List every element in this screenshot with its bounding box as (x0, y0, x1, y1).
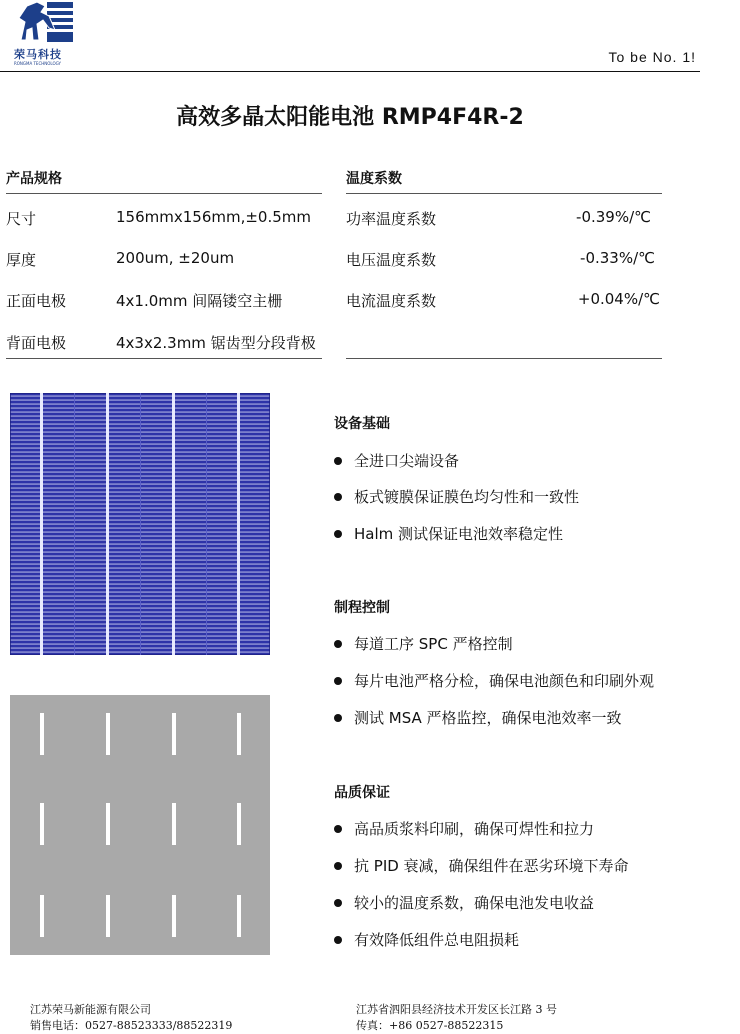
footer-company: 江苏荣马新能源有限公司 (30, 1003, 151, 1016)
footer-fax: 传真：+86 0527-88522315 (356, 1019, 504, 1032)
bullet-icon (334, 862, 342, 870)
header-divider (0, 71, 700, 72)
temperature-rule-bottom (346, 358, 662, 359)
temperature-label: 电流温度系数 (346, 292, 437, 310)
horse-logo-icon (15, 0, 75, 46)
cell-front-image (10, 393, 270, 655)
spec-value: 4x1.0mm 间隔镂空主栅 (116, 292, 283, 310)
feature-item: 每道工序 SPC 严格控制 (334, 633, 513, 654)
spec-value: 4x3x2.3mm 锯齿型分段背极 (116, 334, 316, 352)
feature-item: 每片电池严格分检，确保电池颜色和印刷外观 (334, 670, 654, 691)
specs-heading: 产品规格 (6, 171, 62, 187)
feature-heading-process: 制程控制 (334, 600, 390, 616)
footer-sales-phone: 销售电话：0527-88523333/88522319 (30, 1019, 233, 1032)
footer-address: 江苏省泗阳县经济技术开发区长江路 3 号 (356, 1003, 557, 1016)
feature-item: 全进口尖端设备 (334, 450, 459, 471)
feature-heading-quality: 品质保证 (334, 785, 390, 801)
specs-rule-bottom (6, 358, 322, 359)
logo-chinese-name: 荣马科技 (14, 48, 62, 61)
spec-label: 厚度 (6, 251, 37, 269)
bullet-icon (334, 936, 342, 944)
temperature-heading: 温度系数 (346, 171, 402, 187)
feature-item: 高品质浆料印刷，确保可焊性和拉力 (334, 818, 594, 839)
spec-label: 背面电极 (6, 334, 67, 352)
bullet-icon (334, 640, 342, 648)
temperature-value: -0.33%/℃ (580, 249, 655, 267)
temperature-value: +0.04%/℃ (577, 290, 660, 308)
temperature-label: 电压温度系数 (346, 251, 437, 269)
bullet-icon (334, 493, 342, 501)
feature-item: 抗 PID 衰减，确保组件在恶劣环境下寿命 (334, 855, 629, 876)
bullet-icon (334, 899, 342, 907)
slogan: To be No. 1! (608, 49, 696, 65)
temperature-value: -0.39%/℃ (576, 208, 651, 226)
cell-back-image (10, 695, 270, 955)
bullet-icon (334, 530, 342, 538)
feature-item: 有效降低组件总电阻损耗 (334, 929, 519, 950)
spec-label: 正面电极 (6, 292, 67, 310)
spec-label: 尺寸 (6, 210, 37, 228)
bullet-icon (334, 677, 342, 685)
spec-value: 200um, ±20um (116, 249, 235, 267)
feature-item: 测试 MSA 严格监控，确保电池效率一致 (334, 707, 622, 728)
temperature-label: 功率温度系数 (346, 210, 437, 228)
logo-english-name: RONGMA TECHNOLOGY (14, 61, 61, 66)
feature-item: Halm 测试保证电池效率稳定性 (334, 523, 563, 544)
company-logo (12, 0, 82, 68)
feature-heading-equipment: 设备基础 (334, 416, 390, 432)
feature-item: 较小的温度系数，确保电池发电收益 (334, 892, 594, 913)
bullet-icon (334, 457, 342, 465)
page-title: 高效多晶太阳能电池 RMP4F4R-2 (176, 105, 524, 130)
feature-item: 板式镀膜保证膜色均匀性和一致性 (334, 486, 579, 507)
specs-rule-top (6, 193, 322, 194)
temperature-rule-top (346, 193, 662, 194)
bullet-icon (334, 825, 342, 833)
spec-value: 156mmx156mm,±0.5mm (116, 208, 311, 226)
bullet-icon (334, 714, 342, 722)
